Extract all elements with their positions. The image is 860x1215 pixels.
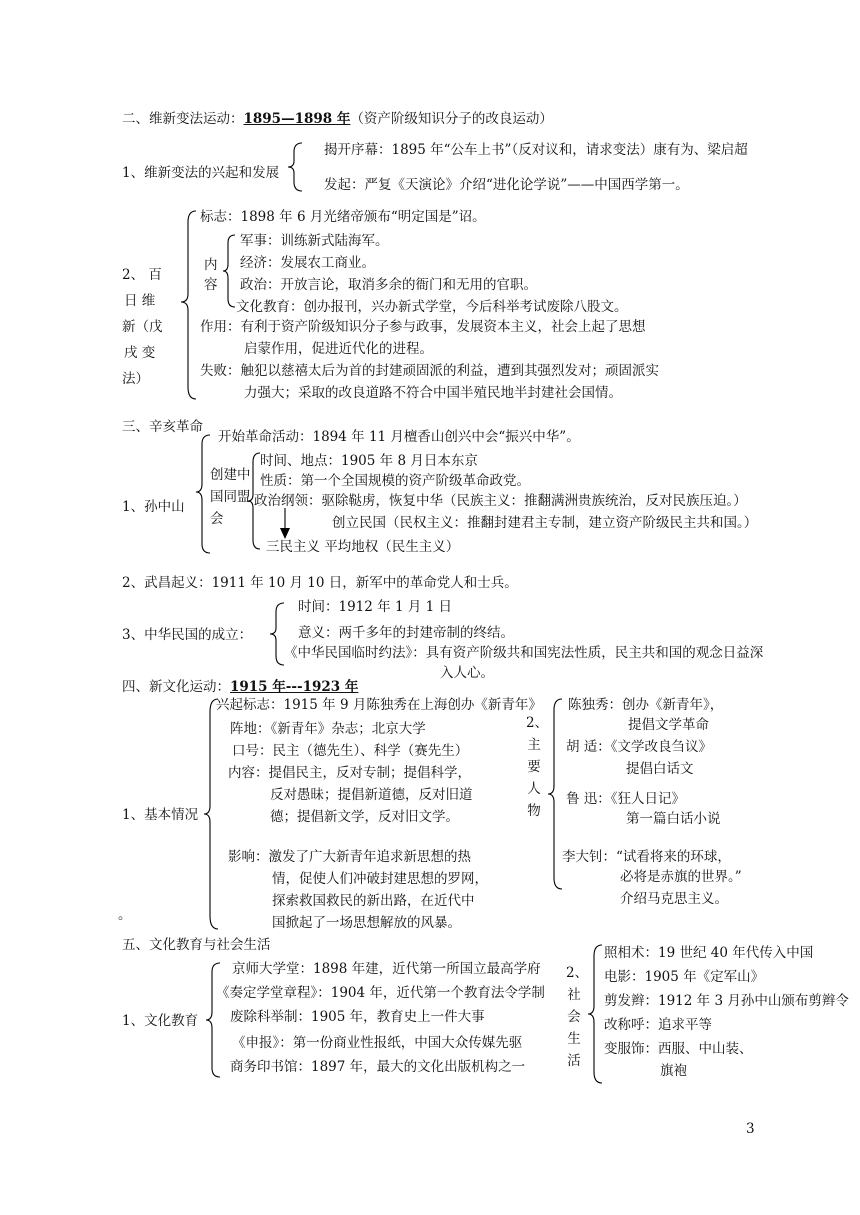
- chen-duxiu-2: 提倡文学革命: [628, 717, 709, 733]
- cut-queue: 剪发辫：1912 年 3 月孙中山颁布剪辫令: [604, 993, 849, 1009]
- section-4-heading: [122, 678, 358, 696]
- li-dazhao-2: 必将是赤旗的世界。”: [620, 869, 742, 885]
- weixin-initiate: 发起：严复《天演论》介绍“进化论学说”——中国西学第一。: [324, 177, 689, 193]
- stray-mark: 。: [118, 907, 132, 923]
- roc-label: 3、中华民国的成立：: [122, 627, 253, 643]
- brace: [588, 944, 604, 1084]
- tongmenghui-label-2: 国同盟: [210, 489, 251, 505]
- tongmenghui-label-3: 会: [210, 511, 224, 527]
- reform-education: 文化教育：创办报刊，兴办新式学堂，今后科举考试废除八股文。: [236, 299, 628, 315]
- reform-economy: 经济：发展农工商业。: [240, 255, 375, 271]
- reform-content-label-2: 容: [204, 277, 218, 293]
- reform-effect-1: 作用：有利于资产阶级知识分子参与政事，发展资本主义，社会上起了思想: [200, 319, 646, 335]
- section-5-heading: 五、文化教育与社会生活: [122, 937, 271, 953]
- reform-failure-2: 力强大；采取的改良道路不符合中国半殖民地半封建社会国情。: [244, 385, 622, 401]
- abolish-exam: 废除科举制：1905 年，教育史上一件大事: [230, 1009, 485, 1025]
- nca-influence-1: 影响：激发了广大新青年追求新思想的热: [228, 849, 471, 865]
- shenbao: 《申报》：第一份商业性报纸，中国大众传媒先驱: [232, 1035, 523, 1051]
- reform-mark: 标志：1898 年 6 月光绪帝颁布“明定国是”诏。: [200, 209, 486, 225]
- heading-years: 1895—1898 年: [243, 111, 351, 127]
- section-3-heading: 三、辛亥革命: [122, 419, 203, 435]
- hu-shi-2: 提倡白话文: [626, 761, 694, 777]
- page-number: 3: [746, 1121, 755, 1137]
- roc-time: 时间：1912 年 1 月 1 日: [298, 599, 452, 615]
- reform-content-label-1: 内: [204, 257, 218, 273]
- heading-prefix: 二、维新变法运动：: [122, 111, 244, 127]
- chen-duxiu-1: 陈独秀：创办《新青年》，: [568, 697, 724, 713]
- sun-start-revolution: 开始革命活动：1894 年 11 月檀香山创兴中会“振兴中华”。: [218, 429, 580, 445]
- heading-suffix: （资产阶级知识分子的改良运动）: [350, 111, 553, 127]
- reform-politics: 政治：开放言论，取消多余的衙门和无用的官职。: [240, 277, 537, 293]
- weixin-rise-label: 1、维新变法的兴起和发展: [122, 165, 280, 181]
- sun-yatsen-label: 1、孙中山: [122, 499, 185, 515]
- reform-failure-1: 失败：触犯以慈禧太后为首的封建顽固派的利益，遭到其强烈发对；顽固派实: [200, 363, 659, 379]
- heading-years: 1915 年---1923 年: [230, 679, 359, 695]
- film: 电影：1905 年《定军山》: [604, 969, 765, 985]
- peking-university: 京师大学堂：1898 年建，近代第一所国立最高学府: [232, 961, 541, 977]
- hundred-days-label-4: 戌 变: [124, 345, 156, 361]
- wuchang-uprising: 2、武昌起义：1911 年 10 月 10 日，新军中的革命党人和士兵。: [122, 575, 518, 591]
- lu-xun-2: 第一篇白话小说: [626, 811, 721, 827]
- commercial-press: 商务印书馆：1897 年，最大的文化出版机构之一: [230, 1059, 526, 1075]
- hu-shi-1: 胡 适：《文学改良刍议》: [566, 739, 713, 755]
- main-figures-label: 2、主要人物: [526, 715, 549, 819]
- tongmenghui-time: 时间、地点：1905 年 8 月日本东京: [260, 453, 478, 469]
- social-life-label: 2、社会生活: [566, 965, 589, 1069]
- brace: [204, 698, 220, 930]
- nca-influence-3: 探索救国救民的新出路，在近代中: [272, 893, 475, 909]
- nca-start: 兴起标志：1915 年 9 月陈独秀在上海创办《新青年》: [216, 697, 542, 713]
- reform-effect-2: 启蒙作用，促进近代化的进程。: [244, 341, 433, 357]
- nca-influence-4: 国掀起了一场思想解放的风暴。: [272, 915, 461, 931]
- tongmenghui-program-2: 创立民国（民权主义：推翻封建君主专制，建立资产阶级民主共和国。）: [332, 515, 758, 531]
- brace: [206, 962, 222, 1078]
- down-arrow-icon: [278, 508, 292, 540]
- nca-base: 阵地：《新青年》杂志；北京大学: [230, 721, 426, 737]
- brace: [223, 234, 237, 308]
- culture-education-label: 1、文化教育: [122, 1013, 199, 1029]
- tongmenghui-nature: 性质：第一个全国规模的资产阶级革命政党。: [260, 473, 530, 489]
- nca-slogan: 口号：民主（德先生）、科学（赛先生）: [232, 743, 469, 759]
- change-clothing-1: 变服饰：西服、中山装、: [604, 1041, 753, 1057]
- tongmenghui-program-1: 政治纲领：驱除鞑虏，恢复中华（民族主义：推翻满洲贵族统治，反对民族压迫。）: [254, 493, 747, 509]
- hundred-days-label-5: 法）: [122, 371, 149, 387]
- brace: [288, 142, 304, 192]
- nca-content-1: 内容：提倡民主，反对专制；提倡科学，: [228, 765, 471, 781]
- roc-constitution-2: 入人心。: [440, 665, 494, 681]
- hundred-days-label-1: 2、 百: [122, 267, 162, 283]
- reform-military: 军事：训练新式陆海军。: [240, 233, 389, 249]
- nca-influence-2: 情，促使人们冲破封建思想的罗网，: [272, 871, 488, 887]
- section-2-heading: [122, 110, 553, 128]
- hundred-days-label-2: 日 维: [124, 293, 156, 309]
- lu-xun-1: 鲁 迅：《狂人日记》: [566, 791, 686, 807]
- change-clothing-2: 旗袍: [660, 1063, 687, 1079]
- li-dazhao-3: 介绍马克思主义。: [620, 891, 728, 907]
- hundred-days-label-3: 新（戊: [122, 319, 163, 335]
- brace: [180, 210, 198, 400]
- tongmenghui-label-1: 创建中: [210, 467, 251, 483]
- nca-content-3: 德；提倡新文学，反对旧文学。: [270, 809, 459, 825]
- roc-constitution-1: 《中华民国临时约法》：具有资产阶级共和国宪法性质，民主共和国的观念日益深: [284, 645, 764, 661]
- roc-meaning: 意义：两千多年的封建帝制的终结。: [298, 625, 514, 641]
- nca-content-2: 反对愚昧；提倡新道德，反对旧道: [270, 787, 473, 803]
- basic-situation-label: 1、基本情况: [122, 807, 199, 823]
- li-dazhao-1: 李大钊：“试看将来的环球，: [562, 849, 731, 865]
- photography: 照相术：19 世纪 40 年代传入中国: [604, 945, 814, 961]
- change-address: 改称呼：追求平等: [604, 1017, 712, 1033]
- heading-prefix: 四、新文化运动：: [122, 679, 230, 695]
- weixin-prelude: 揭开序幕：1895 年“公车上书”（反对议和，请求变法）康有为、梁启超: [324, 142, 748, 158]
- school-regulations: 《奏定学堂章程》：1904 年，近代第一个教育法令学制: [216, 985, 545, 1001]
- three-principles: 三民主义 平均地权（民生主义）: [266, 539, 460, 555]
